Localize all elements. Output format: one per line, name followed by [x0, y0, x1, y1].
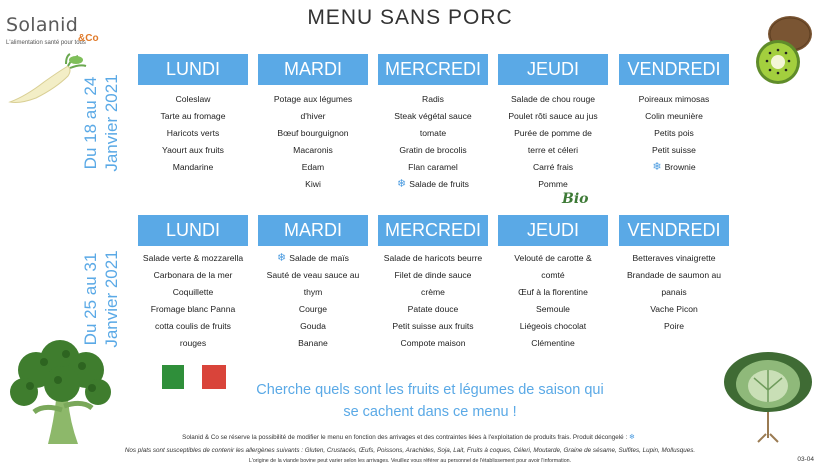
- menu-item: Vache Picon: [650, 304, 698, 314]
- week-1-mercredi-menu: [374, 91, 492, 193]
- menu-item: Mandarine: [172, 162, 214, 172]
- menu-item: Carré frais: [532, 162, 574, 172]
- week-2-lundi-menu: [134, 250, 252, 352]
- menu-item: thym: [303, 287, 323, 297]
- day-header-mardi: MARDI: [258, 215, 368, 246]
- menu-item: Flan caramel: [408, 162, 458, 172]
- menu-item: Petit suisse: [652, 145, 696, 155]
- menu-item: Betteraves vinaigrette: [632, 253, 716, 263]
- week-2-month: Janvier 2021: [102, 250, 121, 348]
- menu-item: Haricots verts: [166, 128, 220, 138]
- week-1-dates: Du 18 au 24: [81, 76, 100, 170]
- menu-item: Radis: [422, 94, 444, 104]
- menu-item: Potage aux légumes: [273, 94, 353, 104]
- week-1-mardi-menu: [254, 91, 372, 193]
- brand-name: Solanid: [6, 14, 79, 36]
- menu-item: Courge: [298, 304, 328, 314]
- footer-allergens: Nos plats sont susceptibles de contenir les allergènes suivants : Gluten, Crustacés, Œufs, Poissons, Arachides, Soja, Lait, Fruits à coques, Céleri, Moutarde, Graine de sésame, Sulfites, Lupin, Mollusques.: [124, 447, 696, 454]
- menu-item: Brandade de saumon au: [626, 270, 722, 280]
- menu-item: Poire: [663, 321, 685, 331]
- menu-item: Compote maison: [400, 338, 466, 348]
- menu-item-frozen: [615, 159, 733, 176]
- broccoli-icon: [4, 340, 116, 448]
- menu-item: Liégeois chocolat: [519, 321, 587, 331]
- menu-item-frozen: [254, 250, 372, 267]
- cabbage-icon: [718, 338, 818, 444]
- menu-item: Filet de dinde sauce: [394, 270, 472, 280]
- footer-disclaimer: [0, 433, 820, 441]
- seasonal-line-1: Cherche quels sont les fruits et légumes de saison qui: [256, 382, 604, 398]
- seasonal-line-2: se cachent dans ce menu !: [343, 404, 517, 420]
- menu-item: Steak végétal sauce: [394, 111, 472, 121]
- menu-item: cotta coulis de fruits: [155, 321, 231, 331]
- menu-item: Patate douce: [407, 304, 459, 314]
- menu-item-text: Salade de maïs: [289, 253, 349, 263]
- menu-item: Velouté de carotte &: [514, 253, 592, 263]
- menu-item: comté: [541, 270, 565, 280]
- seasonal-message: [215, 379, 645, 423]
- day-header-lundi: LUNDI: [138, 215, 248, 246]
- week-2-dates: Du 25 au 31: [81, 252, 100, 346]
- week-2-label: [80, 244, 122, 354]
- menu-item: Poireaux mimosas: [638, 94, 710, 104]
- menu-item: Œuf à la florentine: [518, 287, 588, 297]
- week-2-jeudi-menu: [494, 250, 612, 352]
- parsnip-icon: [6, 52, 88, 108]
- menu-item: Gouda: [300, 321, 326, 331]
- menu-item: Tarte au fromage: [160, 111, 226, 121]
- menu-item: Salade de chou rouge: [510, 94, 596, 104]
- menu-item: Salade de haricots beurre: [383, 253, 483, 263]
- kiwi-icon: [748, 10, 818, 86]
- menu-item-text: Salade de fruits: [409, 179, 469, 189]
- menu-item: Salade verte & mozzarella: [142, 253, 244, 263]
- menu-item: Gratin de brocolis: [399, 145, 467, 155]
- week-2-mardi-menu: [254, 250, 372, 352]
- menu-item: Clémentine: [531, 338, 575, 348]
- footer-origin: L'origine de la viande bovine peut varier selon les arrivages. Veuillez vous référer au personnel de l'établissement pour avoir l'information.: [248, 458, 572, 464]
- snowflake-icon: ❄: [397, 178, 407, 190]
- menu-item: terre et céleri: [527, 145, 579, 155]
- week-1-vendredi-menu: [615, 91, 733, 176]
- menu-item: panais: [661, 287, 687, 297]
- snowflake-icon: ❄: [652, 161, 662, 173]
- week-2-mercredi-menu: [374, 250, 492, 352]
- menu-item: Sauté de veau sauce au: [266, 270, 360, 280]
- brand-co: &Co: [78, 33, 99, 44]
- day-header-mardi: MARDI: [258, 54, 368, 85]
- day-header-vendredi: VENDREDI: [619, 215, 729, 246]
- menu-item: rouges: [179, 338, 207, 348]
- day-header-jeudi: JEUDI: [498, 54, 608, 85]
- footer-disclaimer-text: Solanid & Co se réserve la possibilité de modifier le menu en fonction des arrivages et des contraintes liées à l'exploitation de produits frais. Produit décongelé :: [182, 434, 628, 441]
- menu-item: Coquillette: [172, 287, 214, 297]
- day-header-vendredi: VENDREDI: [619, 54, 729, 85]
- menu-item: tomate: [419, 128, 447, 138]
- menu-item: Fromage blanc Panna: [150, 304, 236, 314]
- day-header-lundi: LUNDI: [138, 54, 248, 85]
- brand-tagline: L'alimentation santé pour tous: [6, 40, 86, 46]
- menu-item: Semoule: [536, 304, 570, 314]
- menu-item: crème: [421, 287, 445, 297]
- week-1-month: Janvier 2021: [102, 74, 121, 172]
- snowflake-icon: ❄: [628, 434, 635, 441]
- page-code: 03-04: [797, 456, 814, 463]
- menu-item: Colin meunière: [645, 111, 703, 121]
- week-1-label: [80, 68, 122, 178]
- menu-item: Purée de pomme de: [514, 128, 592, 138]
- menu-title: MENU SANS PORC: [307, 6, 513, 29]
- menu-item: Pomme: [538, 179, 568, 189]
- bio-label: Bio: [562, 191, 589, 207]
- menu-item: Kiwi: [305, 179, 321, 189]
- day-header-jeudi: JEUDI: [498, 215, 608, 246]
- menu-item: Edam: [301, 162, 325, 172]
- menu-item: Petit suisse aux fruits: [392, 321, 474, 331]
- menu-item: Poulet rôti sauce au jus: [508, 111, 598, 121]
- menu-item-text: Brownie: [664, 162, 696, 172]
- week-1-jeudi-menu: [494, 91, 612, 193]
- day-header-mercredi: MERCREDI: [378, 54, 488, 85]
- week-2-vendredi-menu: [615, 250, 733, 335]
- menu-item: Coleslaw: [175, 94, 211, 104]
- menu-item: Yaourt aux fruits: [162, 145, 224, 155]
- menu-item: Petits pois: [654, 128, 694, 138]
- menu-item: Banane: [298, 338, 328, 348]
- menu-item: Bœuf bourguignon: [277, 128, 349, 138]
- day-header-mercredi: MERCREDI: [378, 215, 488, 246]
- snowflake-icon: ❄: [277, 252, 287, 264]
- menu-item: Macaronis: [293, 145, 333, 155]
- menu-item: d'hiver: [300, 111, 326, 121]
- menu-item-frozen: [374, 176, 492, 193]
- week-1-lundi-menu: [134, 91, 252, 176]
- menu-item: Carbonara de la mer: [153, 270, 233, 280]
